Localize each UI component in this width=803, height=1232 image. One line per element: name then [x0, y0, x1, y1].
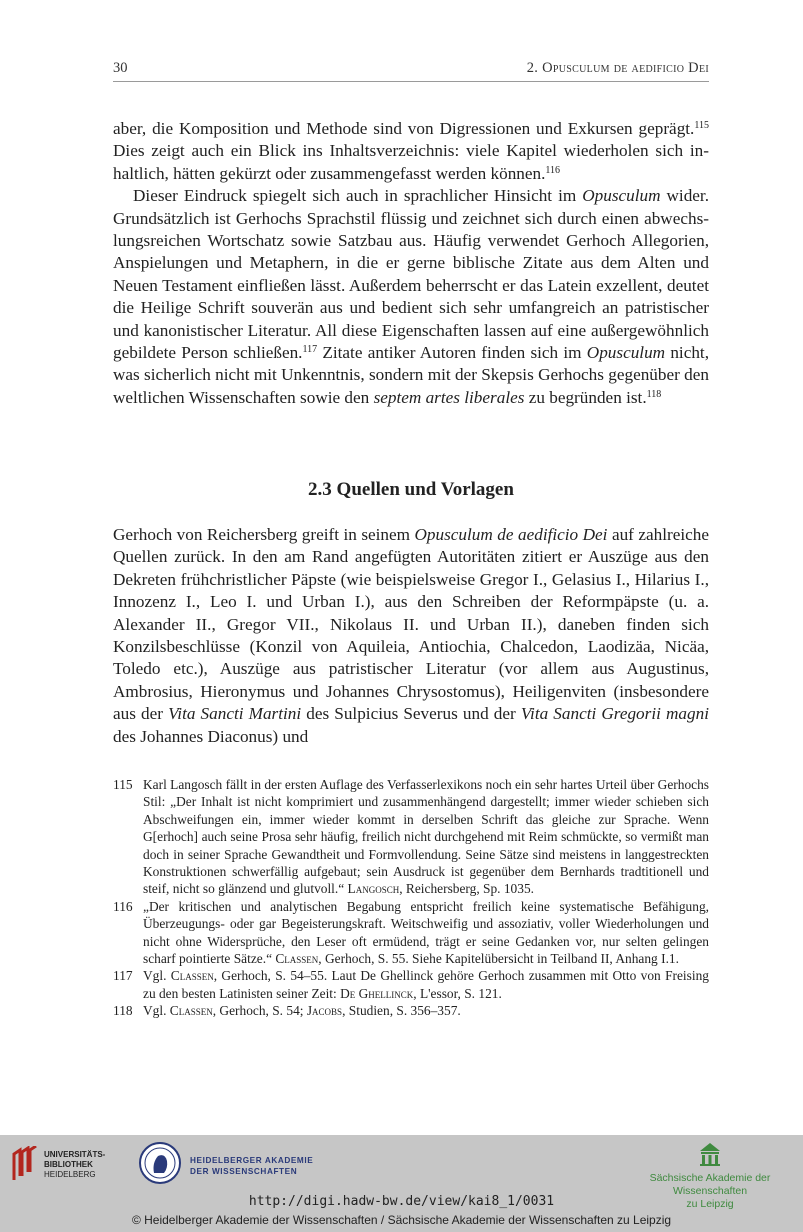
footnote	[113, 898, 709, 968]
hadw-seal-icon	[138, 1141, 182, 1185]
paragraph: aber, die Komposition und Methode sind von Digressionen und Exkursen geprägt.$^{115}$ Dies zeigt auch ein Blick ins Inhaltsverzeichnis: viele Kapitel wiederholen sich inhaltlich, hätten gekürzt oder zusammengefasst werden können.$^{116}$	[113, 119, 709, 183]
hadw-logo[interactable]: HEIDELBERGER AKADEMIE DER WISSENSCHAFTEN	[138, 1141, 358, 1189]
footnote-number: 116	[113, 898, 133, 914]
ub-heidelberg-logo[interactable]: UNIVERSITÄTS- BIBLIOTHEK HEIDELBERG	[10, 1144, 130, 1184]
footnote-number: 117	[113, 968, 133, 984]
saw-building-icon	[698, 1141, 722, 1167]
footnote-ref[interactable]: 115	[694, 120, 709, 131]
copyright-notice: © Heidelberger Akademie der Wissenschaften / Sächsische Akademie der Wissenschaften zu Leipzig	[131, 1213, 672, 1227]
footnote-ref[interactable]: 116	[545, 164, 561, 176]
footnote	[113, 1002, 709, 1019]
footnote	[113, 967, 709, 1002]
saw-leipzig-logo[interactable]: Sächsische Akademie der Wissenschaften zu Leipzig	[622, 1141, 798, 1201]
footnote-number: 118	[113, 1003, 133, 1019]
footnote-ref[interactable]: 117	[302, 344, 318, 356]
chapter-title: 2. Opusculum de aedificio Dei	[526, 60, 709, 76]
ub-heidelberg-icon	[10, 1146, 38, 1182]
footnotes	[113, 776, 709, 1020]
footnote-text: Vgl. Classen, Gerhoch, S. 54–55. Laut De Ghellinck gehöre Gerhoch zusammen mit Otto von Freising zu den besten Latinisten seiner Zeit: De Ghellinck, L'essor, S. 121.	[143, 968, 709, 1001]
footnote-text: Vgl. Classen, Gerhoch, S. 54; Jacobs, Studien, S. 356–357.	[143, 1003, 461, 1019]
section-heading: 2.3 Quellen und Vorlagen	[308, 479, 514, 500]
viewer-footer	[0, 1135, 803, 1232]
permalink-url[interactable]: http://digi.hadw-bw.de/view/kai8_1/0031	[248, 1194, 555, 1209]
page-number: 30	[113, 60, 128, 76]
header-rule	[113, 81, 709, 82]
body-text-upper	[113, 118, 709, 409]
footnote-ref[interactable]: 118	[646, 388, 662, 400]
footnote-number: 115	[113, 777, 133, 792]
running-head	[113, 60, 709, 80]
paragraph: Gerhoch von Reichersberg greift in seinem Opusculum de aedificio Dei auf zahlreiche Quellen zurück. In den am Rand angefügten Autoritäten zitiert er Auszüge aus den Dekreten frühchristlicher Päpste (wie beispielsweise Gregor I., Gelasius I., Hilarius I., Innozenz I., Leo I. und Urban I.), aus den Schreiben der Reformpäpste (u. a. Alexander II., Gregor VII., Nikolaus II. und Urban II.), daneben finden sich Konzilsbeschlüsse (Konzil von Aquileia, Antiochia, Chalcedon, Laodizäa, Nicäa, Toledo etc.), Auszüge aus patristischer Literatur (vor allem aus Augustinus, Ambrosius, Hieronymus und Johannes Chrysostomus), Heiligenviten (insbesondere aus der Vita Sancti Martini des Sulpicius Severus und der Vita Sancti Gregorii magni des Johannes Diaconus) und	[113, 525, 709, 746]
paragraph: Dieser Eindruck spiegelt sich auch in sprachlicher Hinsicht im Opusculum wider. Grundsätzlich ist Gerhochs Sprachstil flüssig und zeichnet sich durch einen abwechslungsreichen Wortschatz sowie Satzbau aus. Häufig verwendet Gerhoch Allegorien, Anspielungen und Metaphern, in die er gerne biblische Zitate aus dem Alten und Neuen Testament einfließen lässt. Außerdem beherrscht er das Latein exzellent, deutet die Heilige Schrift souverän aus und bedient sich sehr umfangreich an patristischer und kanonistischer Literatur. All diese Eigenschaften lassen auf eine außergewöhnlich gebildete Person schließen.$^{117}$ Zitate antiker Autoren finden sich im Opusculum nicht, was sicherlich nicht mit Unkenntnis, sondern mit der Skepsis Gerhochs gegenüber den weltlichen Wissenschaften sowie den septem artes liberales zu begründen ist.$^{118}$	[113, 186, 710, 407]
footnote-text: „Der kritischen und analytischen Begabung entspricht freilich keine systematische Befähigung, Überzeugungs- oder gar Begeisterungskraft. Weitschweifig und assoziativ, voller Wiederholungen und nicht ohne Widersprüche, den Leser oft ermüdend, trägt er seine Gedanken vor, nur selten gelingen scharf pointierte Sätze.“ Classen, Gerhoch, S. 55. Siehe Kapitelübersicht in Teilband II, Anhang I.1.	[143, 898, 709, 967]
footnote	[113, 776, 709, 898]
footnote-text: Karl Langosch fällt in der ersten Auflage des Verfasserlexikons noch ein sehr hartes Urteil über Gerhochs Stil: „Der Inhalt ist nicht komprimiert und zusammenhängend dargestellt; immer wieder schieben sich Abschweifungen ein, immer wieder kommt in derselben Schrift das gleiche zur Sprache. Wenn G[erhoch] auch seine Prosa sehr häufig, freilich nicht durchgehend mit Reim schmückte, so vermißt man doch in seiner Sprache Gewandtheit und Formvollendung. Seine Sätze sind meistens in langgestreckten Konstruktionen schwerfällig aufgebaut; sein Ausdruck ist gegenüber dem Bernhards tradtitionell und steif, nicht so glänzend und glutvoll.“ Langosch, Reichersberg, Sp. 1035.	[143, 777, 709, 897]
body-text-lower	[113, 524, 709, 748]
